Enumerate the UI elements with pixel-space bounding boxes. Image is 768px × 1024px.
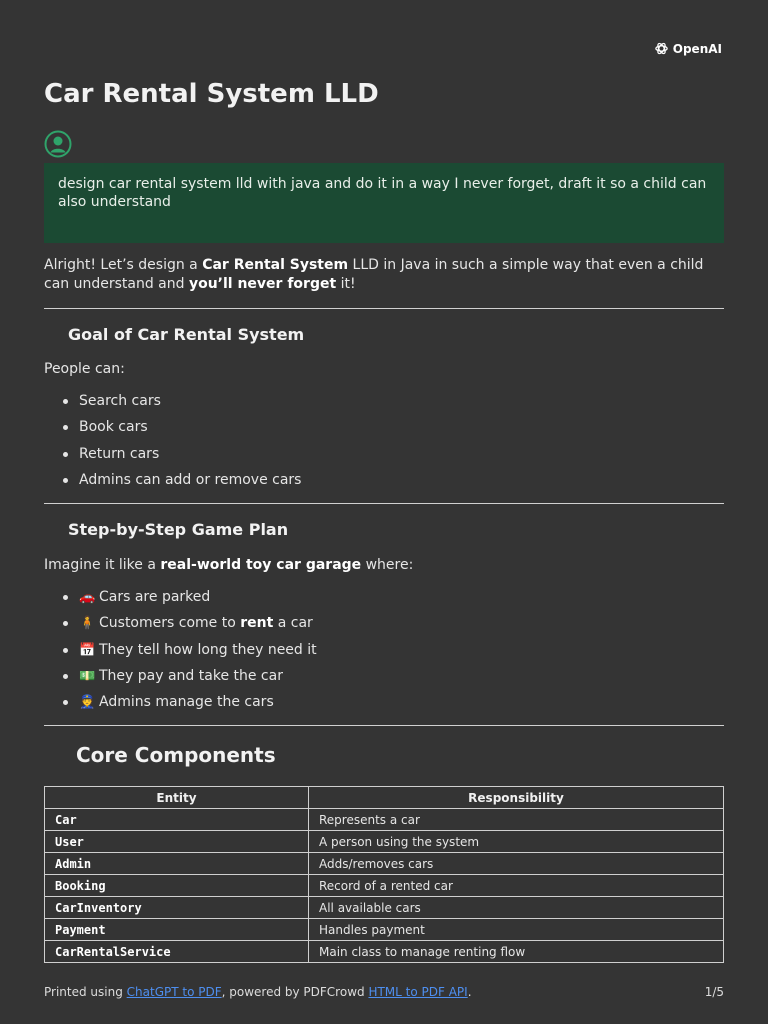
goal-list	[44, 392, 301, 497]
entity-cell: Booking	[45, 875, 309, 897]
person-icon: 🧍	[79, 616, 96, 632]
entity-cell: Payment	[45, 919, 309, 941]
page-title: Car Rental System LLD	[44, 79, 379, 109]
plan-list	[44, 588, 317, 719]
list-item: 🚗 Cars are parked	[44, 588, 317, 614]
column-header-responsibility: Responsibility	[309, 787, 724, 809]
chatgpt-to-pdf-link[interactable]: ChatGPT to PDF	[126, 985, 222, 999]
list-item: Search cars	[44, 392, 301, 418]
goal-heading: Goal of Car Rental System	[68, 325, 305, 344]
responsibility-cell: Main class to manage renting flow	[309, 941, 724, 963]
responsibility-cell: Adds/removes cars	[309, 853, 724, 875]
goal-lead: People can:	[44, 361, 125, 377]
table-row	[45, 897, 724, 919]
print-footer	[44, 985, 724, 999]
money-icon: 💵	[79, 668, 96, 684]
divider	[44, 725, 724, 726]
plan-heading: Step-by-Step Game Plan	[68, 520, 289, 539]
html-to-pdf-api-link[interactable]: HTML to PDF API	[368, 985, 468, 999]
officer-icon: 👮	[79, 695, 96, 711]
table-row	[45, 919, 724, 941]
core-heading: Core Components	[76, 743, 276, 767]
table-header-row	[45, 787, 724, 809]
responsibility-cell: All available cars	[309, 897, 724, 919]
user-prompt-bubble: design car rental system lld with java and do it in a way I never forget, draft it so a child can also understand	[44, 163, 724, 243]
page-number: 1/5	[704, 985, 724, 999]
list-item: Return cars	[44, 445, 301, 471]
plan-lead: Imagine it like a real-world toy car garage where:	[44, 557, 414, 573]
entity-cell: CarInventory	[45, 897, 309, 919]
user-avatar-icon	[44, 130, 72, 158]
table-row	[45, 941, 724, 963]
table-row	[45, 853, 724, 875]
column-header-entity: Entity	[45, 787, 309, 809]
components-table	[44, 786, 724, 963]
openai-logo-icon	[654, 41, 669, 56]
intro-paragraph: Alright! Let’s design a Car Rental System LLD in Java in such a simple way that even a child can understand and you’ll never forget it!	[44, 257, 704, 292]
responsibility-cell: Record of a rented car	[309, 875, 724, 897]
list-item: Admins can add or remove cars	[44, 471, 301, 497]
list-item: 👮 Admins manage the cars	[44, 693, 317, 719]
list-item: 📅 They tell how long they need it	[44, 641, 317, 667]
list-item: 🧍 Customers come to rent a car	[44, 614, 317, 640]
table-row	[45, 831, 724, 853]
table-row	[45, 809, 724, 831]
table-row	[45, 875, 724, 897]
list-item: Book cars	[44, 418, 301, 444]
divider	[44, 503, 724, 504]
brand-name: OpenAI	[672, 41, 722, 56]
openai-logo	[654, 41, 722, 56]
divider	[44, 308, 724, 309]
entity-cell: CarRentalService	[45, 941, 309, 963]
car-icon: 🚗	[79, 590, 96, 605]
entity-cell: User	[45, 831, 309, 853]
responsibility-cell: Handles payment	[309, 919, 724, 941]
footer-credit: Printed using ChatGPT to PDF, powered by PDFCrowd HTML to PDF API.	[44, 985, 472, 999]
responsibility-cell: A person using the system	[309, 831, 724, 853]
calendar-icon: 📅	[79, 642, 96, 658]
entity-cell: Car	[45, 809, 309, 831]
list-item: 💵 They pay and take the car	[44, 667, 317, 693]
responsibility-cell: Represents a car	[309, 809, 724, 831]
entity-cell: Admin	[45, 853, 309, 875]
